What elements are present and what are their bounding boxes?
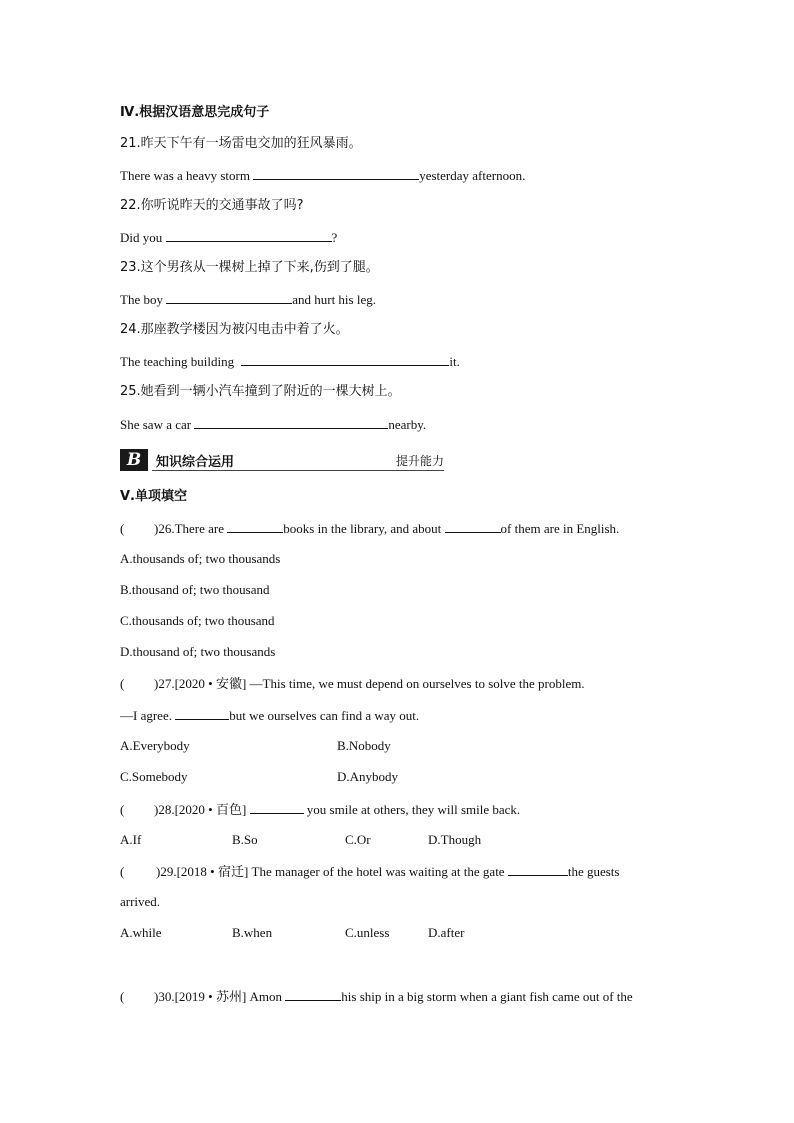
q29-option-d[interactable]: D.after xyxy=(428,925,465,940)
q30-stem: ( )30.[2019 • 苏州] Amon his ship in a big storm when a giant fish came out of the xyxy=(120,989,633,1004)
q27-option-c[interactable]: C.Somebody xyxy=(120,769,188,784)
q23-answer-blank[interactable] xyxy=(166,291,292,304)
section-4-heading: Ⅳ.根据汉语意思完成句子 xyxy=(120,105,270,120)
q24-chinese: 24.那座教学楼因为被闪电击中着了火。 xyxy=(120,322,349,337)
q22-english: Did you ? xyxy=(120,230,338,245)
q27-option-b[interactable]: B.Nobody xyxy=(337,738,391,753)
q27-reply: —I agree. but we ourselves can find a way out. xyxy=(120,708,420,723)
q29-stem-continued: arrived. xyxy=(120,894,161,909)
q27-stem: ( )27.[2020 • 安徽] —This time, we must depend on ourselves to solve the problem. xyxy=(120,676,585,691)
banner-rule xyxy=(152,470,444,471)
q26-blank-2 xyxy=(445,520,501,533)
banner-title: 知识综合运用 xyxy=(156,455,235,470)
q28-option-d[interactable]: D.Though xyxy=(428,832,482,847)
q28-option-b[interactable]: B.So xyxy=(232,832,258,847)
q30-blank xyxy=(285,988,341,1001)
q24-answer-blank[interactable] xyxy=(241,353,449,366)
q28-answer-paren[interactable]: ( xyxy=(120,802,125,817)
q23-english: The boy and hurt his leg. xyxy=(120,292,376,307)
q28-option-a[interactable]: A.If xyxy=(120,832,142,847)
q30-answer-paren[interactable]: ( xyxy=(120,989,125,1004)
q29-answer-paren[interactable]: ( xyxy=(120,864,125,879)
q25-chinese: 25.她看到一辆小汽车撞到了附近的一棵大树上。 xyxy=(120,384,401,399)
q29-option-c[interactable]: C.unless xyxy=(345,925,390,940)
section-banner xyxy=(120,449,444,471)
q21-chinese: 21.昨天下午有一场雷电交加的狂风暴雨。 xyxy=(120,136,362,151)
q28-blank xyxy=(250,801,304,814)
q27-option-d[interactable]: D.Anybody xyxy=(337,769,399,784)
q25-answer-blank[interactable] xyxy=(194,416,388,429)
q28-stem: ( )28.[2020 • 百色] you smile at others, they will smile back. xyxy=(120,802,521,817)
q26-blank-1 xyxy=(227,520,283,533)
q26-option-d[interactable]: D.thousand of; two thousands xyxy=(120,644,276,659)
q26-option-a[interactable]: A.thousands of; two thousands xyxy=(120,551,281,566)
q22-chinese: 22.你听说昨天的交通事故了吗? xyxy=(120,198,304,213)
q27-option-a[interactable]: A.Everybody xyxy=(120,738,190,753)
q26-option-c[interactable]: C.thousands of; two thousand xyxy=(120,613,275,628)
q23-chinese: 23.这个男孩从一棵树上掉了下来,伤到了腿。 xyxy=(120,260,379,275)
q27-blank xyxy=(175,707,229,720)
q21-english: There was a heavy storm yesterday afternoon. xyxy=(120,168,526,183)
q29-option-b[interactable]: B.when xyxy=(232,925,273,940)
q29-blank xyxy=(508,863,568,876)
q24-english: The teaching building it. xyxy=(120,354,460,369)
q27-answer-paren[interactable]: ( xyxy=(120,676,125,691)
q28-option-c[interactable]: C.Or xyxy=(345,832,371,847)
q27-options-row-1 xyxy=(120,738,391,754)
q26-answer-paren[interactable]: ( xyxy=(120,521,125,536)
section-b-logo-icon: B xyxy=(120,449,148,471)
section-5-heading: Ⅴ.单项填空 xyxy=(120,489,187,504)
q28-options xyxy=(120,832,481,848)
banner-subtitle: 提升能力 xyxy=(395,454,444,468)
q29-stem: ( )29.[2018 • 宿迁] The manager of the hotel was waiting at the gate the guests xyxy=(120,864,620,879)
q27-options-row-2 xyxy=(120,769,398,785)
q26-stem: ( )26.There are books in the library, and about of them are in English. xyxy=(120,521,620,536)
q29-option-a[interactable]: A.while xyxy=(120,925,162,940)
q29-options xyxy=(120,925,464,941)
q21-answer-blank[interactable] xyxy=(253,167,419,180)
q26-option-b[interactable]: B.thousand of; two thousand xyxy=(120,582,270,597)
q22-answer-blank[interactable] xyxy=(166,229,332,242)
q25-english: She saw a car nearby. xyxy=(120,417,427,432)
